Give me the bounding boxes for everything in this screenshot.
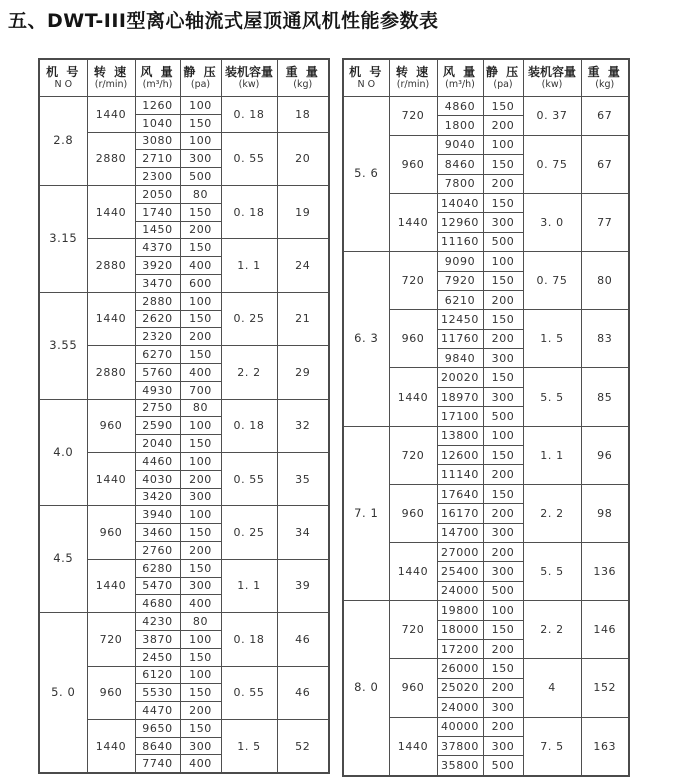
static-pressure-cell: 200 [483,290,523,309]
speed-cell: 1440 [87,185,135,238]
weight-cell: 96 [581,426,629,484]
weight-cell: 46 [277,666,329,719]
static-pressure-cell: 400 [180,363,221,381]
col-header-air-volume: 风 量 (m³/h) [135,59,180,97]
air-volume-cell: 19800 [437,601,483,620]
machine-no-cell: 5. 6 [343,97,389,252]
weight-cell: 163 [581,717,629,776]
static-pressure-cell: 150 [483,446,523,465]
static-pressure-cell: 500 [483,407,523,426]
weight-cell: 19 [277,185,329,238]
air-volume-cell: 6270 [135,346,180,364]
capacity-cell: 1. 5 [221,719,277,773]
static-pressure-cell: 100 [180,292,221,310]
air-volume-cell: 12960 [437,213,483,232]
air-volume-cell: 7740 [135,755,180,773]
static-pressure-cell: 150 [483,97,523,116]
speed-cell: 960 [389,135,437,193]
static-pressure-cell: 400 [180,257,221,275]
static-pressure-cell: 300 [483,523,523,542]
static-pressure-cell: 200 [483,465,523,484]
static-pressure-cell: 150 [180,648,221,666]
air-volume-cell: 25400 [437,562,483,581]
static-pressure-cell: 150 [180,203,221,221]
static-pressure-cell: 80 [180,185,221,203]
air-volume-cell: 1450 [135,221,180,239]
speed-cell: 960 [87,506,135,559]
speed-cell: 2880 [87,346,135,399]
air-volume-cell: 2050 [135,185,180,203]
capacity-cell: 0. 55 [221,452,277,505]
speed-cell: 960 [389,659,437,717]
static-pressure-cell: 150 [483,155,523,174]
air-volume-cell: 2760 [135,541,180,559]
weight-cell: 136 [581,542,629,600]
capacity-cell: 0. 25 [221,292,277,345]
air-volume-cell: 4030 [135,470,180,488]
air-volume-cell: 4470 [135,702,180,720]
table-row [39,399,329,417]
capacity-cell: 0. 18 [221,185,277,238]
air-volume-cell: 9090 [437,252,483,271]
air-volume-cell: 1740 [135,203,180,221]
static-pressure-cell: 300 [483,698,523,717]
speed-cell: 720 [389,426,437,484]
weight-cell: 29 [277,346,329,399]
machine-no-cell: 5. 0 [39,613,87,774]
machine-no-cell: 4.0 [39,399,87,506]
col-header-static-pressure: 静 压 (pa) [180,59,221,97]
weight-cell: 85 [581,368,629,426]
table-row [343,97,629,116]
col-header-machine-no: 机 号 N O [343,59,389,97]
static-pressure-cell: 100 [180,452,221,470]
speed-cell: 1440 [389,717,437,776]
static-pressure-cell: 150 [483,368,523,387]
table-row [39,185,329,203]
static-pressure-cell: 150 [483,484,523,503]
air-volume-cell: 17200 [437,639,483,658]
air-volume-cell: 17640 [437,484,483,503]
static-pressure-cell: 100 [483,601,523,620]
capacity-cell: 0. 18 [221,97,277,133]
capacity-cell: 0. 18 [221,399,277,452]
weight-cell: 98 [581,484,629,542]
weight-cell: 32 [277,399,329,452]
speed-cell: 1440 [87,559,135,612]
static-pressure-cell: 200 [180,541,221,559]
machine-no-cell: 3.55 [39,292,87,399]
air-volume-cell: 8460 [437,155,483,174]
air-volume-cell: 27000 [437,542,483,561]
capacity-cell: 0. 25 [221,506,277,559]
static-pressure-cell: 200 [180,221,221,239]
col-header-static-pressure: 静 压 (pa) [483,59,523,97]
page-title: 五、DWT-III型离心轴流式屋顶通风机性能参数表 [8,10,439,32]
weight-cell: 67 [581,135,629,193]
air-volume-cell: 17100 [437,407,483,426]
static-pressure-cell: 400 [180,755,221,773]
weight-cell: 34 [277,506,329,559]
weight-cell: 35 [277,452,329,505]
air-volume-cell: 4370 [135,239,180,257]
air-volume-cell: 2750 [135,399,180,417]
air-volume-cell: 1800 [437,116,483,135]
capacity-cell: 0. 18 [221,613,277,666]
table-row [343,426,629,445]
air-volume-cell: 11760 [437,329,483,348]
air-volume-cell: 25020 [437,678,483,697]
static-pressure-cell: 100 [180,417,221,435]
table-body-right [343,97,629,776]
col-header-weight: 重 量 (kg) [581,59,629,97]
static-pressure-cell: 500 [483,232,523,251]
air-volume-cell: 2620 [135,310,180,328]
air-volume-cell: 4860 [437,97,483,116]
static-pressure-cell: 100 [180,97,221,115]
static-pressure-cell: 200 [483,717,523,736]
col-header-weight: 重 量 (kg) [277,59,329,97]
air-volume-cell: 14040 [437,193,483,212]
air-volume-cell: 24000 [437,698,483,717]
static-pressure-cell: 150 [180,719,221,737]
weight-cell: 21 [277,292,329,345]
air-volume-cell: 4460 [135,452,180,470]
speed-cell: 960 [87,399,135,452]
speed-cell: 720 [389,252,437,310]
static-pressure-cell: 500 [180,168,221,186]
performance-table-left [38,58,330,774]
air-volume-cell: 3080 [135,132,180,150]
air-volume-cell: 4680 [135,595,180,613]
static-pressure-cell: 300 [483,213,523,232]
capacity-cell: 2. 2 [523,484,581,542]
air-volume-cell: 2590 [135,417,180,435]
air-volume-cell: 6280 [135,559,180,577]
static-pressure-cell: 500 [483,756,523,776]
static-pressure-cell: 200 [483,639,523,658]
capacity-cell: 1. 1 [221,559,277,612]
header-row [343,59,629,97]
air-volume-cell: 37800 [437,736,483,755]
col-header-capacity: 装机容量 (kw) [523,59,581,97]
capacity-cell: 1. 1 [221,239,277,292]
air-volume-cell: 8640 [135,737,180,755]
air-volume-cell: 4930 [135,381,180,399]
weight-cell: 18 [277,97,329,133]
air-volume-cell: 9650 [135,719,180,737]
static-pressure-cell: 300 [483,387,523,406]
capacity-cell: 1. 5 [523,310,581,368]
static-pressure-cell: 150 [483,310,523,329]
air-volume-cell: 9040 [437,135,483,154]
machine-no-cell: 4.5 [39,506,87,613]
weight-cell: 24 [277,239,329,292]
static-pressure-cell: 200 [483,116,523,135]
capacity-cell: 2. 2 [523,601,581,659]
air-volume-cell: 2880 [135,292,180,310]
air-volume-cell: 6210 [437,290,483,309]
air-volume-cell: 12600 [437,446,483,465]
capacity-cell: 0. 75 [523,135,581,193]
air-volume-cell: 18000 [437,620,483,639]
weight-cell: 152 [581,659,629,717]
static-pressure-cell: 100 [180,132,221,150]
air-volume-cell: 2710 [135,150,180,168]
air-volume-cell: 3420 [135,488,180,506]
air-volume-cell: 2450 [135,648,180,666]
static-pressure-cell: 500 [483,581,523,600]
static-pressure-cell: 80 [180,399,221,417]
capacity-cell: 1. 1 [523,426,581,484]
static-pressure-cell: 200 [483,329,523,348]
tables-container [38,58,630,777]
air-volume-cell: 3940 [135,506,180,524]
capacity-cell: 4 [523,659,581,717]
static-pressure-cell: 150 [483,271,523,290]
weight-cell: 77 [581,193,629,251]
capacity-cell: 5. 5 [523,542,581,600]
static-pressure-cell: 300 [180,577,221,595]
static-pressure-cell: 150 [180,114,221,132]
weight-cell: 39 [277,559,329,612]
static-pressure-cell: 200 [483,504,523,523]
air-volume-cell: 18970 [437,387,483,406]
static-pressure-cell: 300 [483,349,523,368]
air-volume-cell: 24000 [437,581,483,600]
air-volume-cell: 5530 [135,684,180,702]
air-volume-cell: 3870 [135,630,180,648]
weight-cell: 52 [277,719,329,773]
static-pressure-cell: 150 [180,346,221,364]
performance-table-right [342,58,630,777]
static-pressure-cell: 150 [180,524,221,542]
air-volume-cell: 11140 [437,465,483,484]
static-pressure-cell: 150 [180,684,221,702]
capacity-cell: 7. 5 [523,717,581,776]
static-pressure-cell: 200 [483,174,523,193]
col-header-air-volume: 风 量 (m³/h) [437,59,483,97]
static-pressure-cell: 80 [180,613,221,631]
table-row [39,97,329,115]
capacity-cell: 3. 0 [523,193,581,251]
air-volume-cell: 12450 [437,310,483,329]
static-pressure-cell: 700 [180,381,221,399]
weight-cell: 80 [581,252,629,310]
air-volume-cell: 5470 [135,577,180,595]
air-volume-cell: 7920 [437,271,483,290]
header-row [39,59,329,97]
static-pressure-cell: 100 [483,426,523,445]
static-pressure-cell: 100 [180,630,221,648]
static-pressure-cell: 300 [180,488,221,506]
speed-cell: 720 [389,97,437,136]
static-pressure-cell: 150 [483,659,523,678]
speed-cell: 960 [389,484,437,542]
air-volume-cell: 4230 [135,613,180,631]
air-volume-cell: 13800 [437,426,483,445]
air-volume-cell: 7800 [437,174,483,193]
air-volume-cell: 40000 [437,717,483,736]
air-volume-cell: 3470 [135,274,180,292]
static-pressure-cell: 100 [483,252,523,271]
static-pressure-cell: 150 [180,559,221,577]
capacity-cell: 0. 55 [221,666,277,719]
air-volume-cell: 3460 [135,524,180,542]
air-volume-cell: 11160 [437,232,483,251]
speed-cell: 1440 [389,542,437,600]
capacity-cell: 0. 37 [523,97,581,136]
machine-no-cell: 6. 3 [343,252,389,427]
static-pressure-cell: 300 [180,150,221,168]
speed-cell: 1440 [389,193,437,251]
static-pressure-cell: 200 [483,678,523,697]
static-pressure-cell: 150 [180,239,221,257]
static-pressure-cell: 100 [483,135,523,154]
air-volume-cell: 5760 [135,363,180,381]
air-volume-cell: 2320 [135,328,180,346]
air-volume-cell: 1260 [135,97,180,115]
static-pressure-cell: 150 [180,435,221,453]
speed-cell: 720 [389,601,437,659]
weight-cell: 83 [581,310,629,368]
machine-no-cell: 8. 0 [343,601,389,776]
col-header-speed: 转 速 (r/min) [389,59,437,97]
machine-no-cell: 2.8 [39,97,87,186]
static-pressure-cell: 200 [483,542,523,561]
static-pressure-cell: 400 [180,595,221,613]
static-pressure-cell: 200 [180,328,221,346]
air-volume-cell: 14700 [437,523,483,542]
static-pressure-cell: 200 [180,702,221,720]
air-volume-cell: 6120 [135,666,180,684]
air-volume-cell: 26000 [437,659,483,678]
weight-cell: 146 [581,601,629,659]
static-pressure-cell: 300 [483,736,523,755]
col-header-capacity: 装机容量 (kw) [221,59,277,97]
speed-cell: 1440 [87,452,135,505]
air-volume-cell: 35800 [437,756,483,776]
table-row [39,613,329,631]
static-pressure-cell: 600 [180,274,221,292]
capacity-cell: 0. 55 [221,132,277,185]
col-header-speed: 转 速 (r/min) [87,59,135,97]
speed-cell: 2880 [87,239,135,292]
table-body-left [39,97,329,774]
machine-no-cell: 7. 1 [343,426,389,601]
table-row [343,252,629,271]
table-row [39,292,329,310]
speed-cell: 1440 [87,292,135,345]
static-pressure-cell: 100 [180,666,221,684]
air-volume-cell: 9840 [437,349,483,368]
air-volume-cell: 16170 [437,504,483,523]
static-pressure-cell: 150 [483,620,523,639]
capacity-cell: 0. 75 [523,252,581,310]
static-pressure-cell: 100 [180,506,221,524]
air-volume-cell: 2300 [135,168,180,186]
speed-cell: 960 [87,666,135,719]
speed-cell: 1440 [87,97,135,133]
table-row [39,506,329,524]
speed-cell: 1440 [87,719,135,773]
air-volume-cell: 20020 [437,368,483,387]
weight-cell: 67 [581,97,629,136]
weight-cell: 20 [277,132,329,185]
capacity-cell: 2. 2 [221,346,277,399]
speed-cell: 2880 [87,132,135,185]
air-volume-cell: 1040 [135,114,180,132]
air-volume-cell: 3920 [135,257,180,275]
static-pressure-cell: 300 [180,737,221,755]
static-pressure-cell: 150 [483,193,523,212]
static-pressure-cell: 200 [180,470,221,488]
weight-cell: 46 [277,613,329,666]
capacity-cell: 5. 5 [523,368,581,426]
col-header-machine-no: 机 号 N O [39,59,87,97]
speed-cell: 720 [87,613,135,666]
machine-no-cell: 3.15 [39,185,87,292]
static-pressure-cell: 150 [180,310,221,328]
air-volume-cell: 2040 [135,435,180,453]
speed-cell: 1440 [389,368,437,426]
static-pressure-cell: 300 [483,562,523,581]
speed-cell: 960 [389,310,437,368]
table-row [343,601,629,620]
